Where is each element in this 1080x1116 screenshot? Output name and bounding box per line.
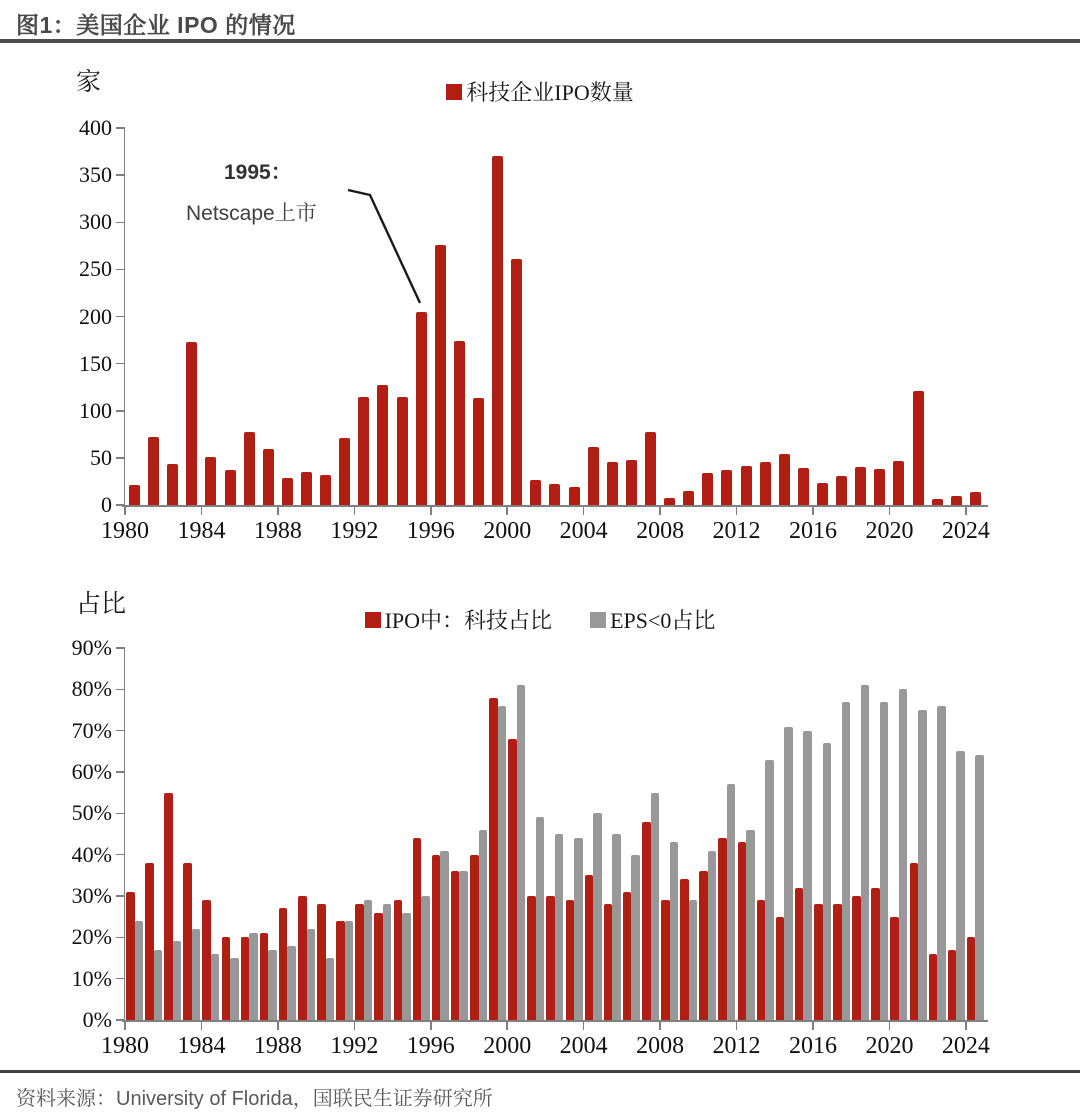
x-axis-tick-label: 1988 bbox=[253, 1033, 302, 1059]
bar-科技企业IPO数量-1987 bbox=[263, 449, 274, 505]
bar-IPO中：科技占比-2021 bbox=[910, 863, 919, 1020]
bar-IPO中：科技占比-2009 bbox=[680, 879, 689, 1020]
x-axis-tick bbox=[889, 507, 891, 515]
y-axis-tick bbox=[116, 978, 125, 980]
bar-IPO中：科技占比-2000 bbox=[508, 739, 517, 1020]
bar-EPS<0占比-2002 bbox=[555, 834, 564, 1020]
title-divider bbox=[0, 39, 1080, 43]
bar-EPS<0占比-2022 bbox=[937, 706, 946, 1020]
x-axis-tick bbox=[124, 1022, 126, 1030]
bar-EPS<0占比-2000 bbox=[517, 685, 526, 1020]
x-axis-tick-label: 1996 bbox=[406, 518, 455, 544]
bottom-chart-y-unit-label: 占比 bbox=[76, 591, 127, 618]
bar-科技企业IPO数量-1988 bbox=[282, 478, 293, 505]
x-axis-line bbox=[122, 1020, 988, 1022]
annotation-year-text: 1995： bbox=[224, 161, 292, 184]
x-axis-tick bbox=[430, 1022, 432, 1030]
bar-EPS<0占比-2015 bbox=[803, 731, 812, 1020]
x-axis-tick-label: 2020 bbox=[865, 518, 914, 544]
bar-IPO中：科技占比-1987 bbox=[260, 933, 269, 1020]
bar-科技企业IPO数量-2008 bbox=[664, 498, 675, 505]
bar-科技企业IPO数量-1981 bbox=[148, 437, 159, 505]
bar-科技企业IPO数量-2007 bbox=[645, 432, 656, 505]
y-axis-tick bbox=[116, 316, 125, 318]
bar-科技企业IPO数量-1990 bbox=[320, 475, 331, 505]
bar-IPO中：科技占比-1982 bbox=[164, 793, 173, 1020]
bar-EPS<0占比-1989 bbox=[307, 929, 316, 1020]
x-axis-tick-label: 1996 bbox=[406, 1033, 455, 1059]
x-axis-tick bbox=[354, 507, 356, 515]
bar-EPS<0占比-2024 bbox=[975, 755, 984, 1020]
bar-EPS<0占比-2019 bbox=[880, 702, 889, 1020]
legend-item-tech-ipo-count bbox=[446, 76, 633, 107]
bar-EPS<0占比-2009 bbox=[689, 900, 698, 1020]
bar-科技企业IPO数量-2000 bbox=[511, 259, 522, 505]
annotation-netscape-text: Netscape上市 bbox=[186, 202, 317, 225]
top-chart-y-unit-label: 家 bbox=[76, 69, 102, 96]
bar-科技企业IPO数量-2006 bbox=[626, 460, 637, 505]
y-axis-tick bbox=[116, 127, 125, 129]
x-axis-tick-label: 2024 bbox=[941, 518, 990, 544]
bar-IPO中：科技占比-2015 bbox=[795, 888, 804, 1020]
y-axis-tick-label: 90% bbox=[71, 635, 112, 660]
bar-EPS<0占比-2023 bbox=[956, 751, 965, 1020]
x-axis-tick-label: 2012 bbox=[712, 518, 761, 544]
bar-IPO中：科技占比-2004 bbox=[585, 875, 594, 1020]
x-axis-tick-label: 2020 bbox=[865, 1033, 914, 1059]
bar-IPO中：科技占比-1985 bbox=[222, 937, 231, 1020]
bar-IPO中：科技占比-1992 bbox=[355, 904, 364, 1020]
y-axis-tick-label: 20% bbox=[71, 924, 112, 950]
y-axis-tick-label: 70% bbox=[71, 717, 112, 743]
bar-EPS<0占比-2001 bbox=[536, 817, 545, 1020]
figure-title: 图1：美国企业 IPO 的情况 bbox=[16, 12, 296, 38]
x-axis-tick-label: 2008 bbox=[636, 1033, 685, 1059]
bar-EPS<0占比-2013 bbox=[765, 760, 774, 1020]
bar-EPS<0占比-1991 bbox=[345, 921, 354, 1020]
bar-IPO中：科技占比-1981 bbox=[145, 863, 154, 1020]
bar-IPO中：科技占比-1983 bbox=[183, 863, 192, 1020]
y-axis-tick-label: 50% bbox=[71, 800, 112, 826]
bar-EPS<0占比-1981 bbox=[154, 950, 163, 1020]
x-axis-tick-label: 1980 bbox=[101, 1033, 149, 1059]
x-axis-tick bbox=[430, 507, 432, 515]
x-axis-tick bbox=[506, 507, 508, 515]
y-axis-tick-label: 80% bbox=[71, 676, 112, 702]
bar-IPO中：科技占比-2002 bbox=[546, 896, 555, 1020]
x-axis-tick-label: 1992 bbox=[330, 518, 379, 544]
x-axis-tick bbox=[736, 507, 738, 515]
x-axis-tick bbox=[354, 1022, 356, 1030]
bar-IPO中：科技占比-1997 bbox=[451, 871, 460, 1020]
bar-IPO中：科技占比-1989 bbox=[298, 896, 307, 1020]
bar-IPO中：科技占比-1996 bbox=[432, 855, 441, 1020]
red-square-icon bbox=[446, 84, 462, 100]
legend-label: 科技企业IPO数量 bbox=[466, 80, 634, 105]
y-axis-tick bbox=[116, 410, 125, 412]
bar-EPS<0占比-1995 bbox=[421, 896, 430, 1020]
bar-EPS<0占比-1992 bbox=[364, 900, 373, 1020]
bar-科技企业IPO数量-1986 bbox=[244, 432, 255, 505]
y-axis-tick-label: 30% bbox=[71, 883, 112, 908]
y-axis-tick-label: 250 bbox=[79, 256, 112, 282]
annotation-callout-line bbox=[340, 183, 430, 311]
source-note: 资料来源：University of Florida，国联民生证券研究所 bbox=[16, 1088, 493, 1110]
y-axis-tick-label: 0% bbox=[82, 1007, 112, 1032]
x-axis-tick-label: 2016 bbox=[788, 1033, 837, 1059]
y-axis-tick bbox=[116, 937, 125, 939]
bar-科技企业IPO数量-2024 bbox=[970, 492, 981, 505]
y-axis-tick bbox=[116, 363, 125, 365]
bar-IPO中：科技占比-1991 bbox=[336, 921, 345, 1020]
x-axis-tick bbox=[965, 507, 967, 515]
source-divider bbox=[0, 1070, 1080, 1073]
x-axis-tick-label: 2016 bbox=[788, 518, 837, 544]
x-axis-line bbox=[122, 505, 988, 507]
y-axis-line bbox=[124, 648, 126, 1020]
y-axis-tick bbox=[116, 222, 125, 224]
y-axis-tick-label: 0 bbox=[101, 492, 112, 517]
y-axis-tick-label: 100 bbox=[79, 397, 112, 423]
bar-科技企业IPO数量-2012 bbox=[741, 466, 752, 505]
bar-IPO中：科技占比-2014 bbox=[776, 917, 785, 1020]
y-axis-tick-label: 10% bbox=[71, 965, 112, 991]
legend-item-negative-eps-share bbox=[590, 604, 715, 635]
bar-IPO中：科技占比-2016 bbox=[814, 904, 823, 1020]
bar-EPS<0占比-1987 bbox=[268, 950, 277, 1020]
bar-EPS<0占比-1984 bbox=[211, 954, 220, 1020]
bar-IPO中：科技占比-1998 bbox=[470, 855, 479, 1020]
bar-EPS<0占比-1999 bbox=[498, 706, 507, 1020]
y-axis-tick-label: 300 bbox=[79, 209, 112, 235]
y-axis-tick bbox=[116, 771, 125, 773]
bar-IPO中：科技占比-2007 bbox=[642, 822, 651, 1020]
bar-EPS<0占比-1998 bbox=[479, 830, 488, 1020]
bar-科技企业IPO数量-1997 bbox=[454, 341, 465, 505]
bar-科技企业IPO数量-2022 bbox=[932, 499, 943, 505]
y-axis-tick bbox=[116, 813, 125, 815]
x-axis-tick bbox=[659, 507, 661, 515]
bar-科技企业IPO数量-2004 bbox=[588, 447, 599, 505]
bar-科技企业IPO数量-1994 bbox=[397, 397, 408, 505]
y-axis-tick-label: 400 bbox=[79, 115, 112, 140]
bar-EPS<0占比-2011 bbox=[727, 784, 736, 1020]
bar-EPS<0占比-2003 bbox=[574, 838, 583, 1020]
bar-EPS<0占比-2012 bbox=[746, 830, 755, 1020]
bar-EPS<0占比-2008 bbox=[670, 842, 679, 1020]
bar-科技企业IPO数量-1985 bbox=[225, 470, 236, 505]
bar-IPO中：科技占比-1995 bbox=[413, 838, 422, 1020]
bar-科技企业IPO数量-2017 bbox=[836, 476, 847, 505]
x-axis-tick bbox=[201, 1022, 203, 1030]
x-axis-tick bbox=[736, 1022, 738, 1030]
y-axis-tick bbox=[116, 269, 125, 271]
x-axis-tick-label: 2004 bbox=[559, 1033, 608, 1059]
bar-科技企业IPO数量-2009 bbox=[683, 491, 694, 505]
x-axis-tick bbox=[812, 507, 814, 515]
bar-IPO中：科技占比-1984 bbox=[202, 900, 211, 1020]
bar-科技企业IPO数量-2002 bbox=[549, 484, 560, 505]
bar-科技企业IPO数量-2010 bbox=[702, 473, 713, 505]
bar-EPS<0占比-1986 bbox=[249, 933, 258, 1020]
bar-科技企业IPO数量-2013 bbox=[760, 462, 771, 505]
bar-IPO中：科技占比-2020 bbox=[890, 917, 899, 1020]
bar-EPS<0占比-2010 bbox=[708, 851, 717, 1020]
y-axis-tick bbox=[116, 895, 125, 897]
y-axis-tick-label: 60% bbox=[71, 759, 112, 784]
bar-EPS<0占比-2006 bbox=[631, 855, 640, 1020]
bar-科技企业IPO数量-1980 bbox=[129, 485, 140, 505]
y-axis-tick-label: 350 bbox=[79, 162, 112, 188]
x-axis-tick-label: 1988 bbox=[253, 518, 302, 544]
bar-EPS<0占比-2014 bbox=[784, 727, 793, 1020]
x-axis-tick-label: 1992 bbox=[330, 1033, 379, 1059]
bar-科技企业IPO数量-2023 bbox=[951, 496, 962, 505]
bar-科技企业IPO数量-2018 bbox=[855, 467, 866, 505]
bar-科技企业IPO数量-2020 bbox=[893, 461, 904, 505]
y-axis-tick-label: 200 bbox=[79, 303, 112, 329]
bottom-chart-legend bbox=[0, 604, 1080, 635]
y-axis-tick-label: 40% bbox=[71, 841, 112, 867]
bar-IPO中：科技占比-2003 bbox=[566, 900, 575, 1020]
bar-科技企业IPO数量-2019 bbox=[874, 469, 885, 505]
bar-科技企业IPO数量-1991 bbox=[339, 438, 350, 505]
bar-EPS<0占比-2020 bbox=[899, 689, 908, 1020]
x-axis-tick-label: 2008 bbox=[636, 518, 685, 544]
bar-科技企业IPO数量-1992 bbox=[358, 397, 369, 505]
bar-IPO中：科技占比-2022 bbox=[929, 954, 938, 1020]
bar-科技企业IPO数量-1984 bbox=[205, 457, 216, 505]
x-axis-tick bbox=[277, 1022, 279, 1030]
bar-IPO中：科技占比-2011 bbox=[718, 838, 727, 1020]
legend-label: EPS<0占比 bbox=[610, 608, 716, 633]
bar-IPO中：科技占比-2005 bbox=[604, 904, 613, 1020]
bar-科技企业IPO数量-1996 bbox=[435, 245, 446, 505]
x-axis-tick-label: 2000 bbox=[483, 1033, 532, 1059]
bar-IPO中：科技占比-1993 bbox=[374, 913, 383, 1020]
bar-IPO中：科技占比-2001 bbox=[527, 896, 536, 1020]
bar-IPO中：科技占比-2023 bbox=[948, 950, 957, 1020]
bar-IPO中：科技占比-2013 bbox=[757, 900, 766, 1020]
x-axis-tick bbox=[201, 507, 203, 515]
bar-IPO中：科技占比-1999 bbox=[489, 698, 498, 1020]
bar-IPO中：科技占比-2012 bbox=[738, 842, 747, 1020]
bar-IPO中：科技占比-1990 bbox=[317, 904, 326, 1020]
bar-IPO中：科技占比-2010 bbox=[699, 871, 708, 1020]
bar-科技企业IPO数量-2005 bbox=[607, 462, 618, 505]
bar-EPS<0占比-1985 bbox=[230, 958, 239, 1020]
red-square-icon bbox=[365, 612, 381, 628]
legend-label: IPO中：科技占比 bbox=[384, 608, 553, 633]
bar-EPS<0占比-1990 bbox=[326, 958, 335, 1020]
x-axis-tick-label: 2004 bbox=[559, 518, 608, 544]
bar-EPS<0占比-1983 bbox=[192, 929, 201, 1020]
legend-item-tech-share bbox=[365, 604, 552, 635]
bar-EPS<0占比-2017 bbox=[842, 702, 851, 1020]
bar-IPO中：科技占比-2019 bbox=[871, 888, 880, 1020]
x-axis-tick bbox=[583, 507, 585, 515]
bar-EPS<0占比-1980 bbox=[135, 921, 144, 1020]
bar-IPO中：科技占比-1980 bbox=[126, 892, 135, 1020]
bar-IPO中：科技占比-1994 bbox=[394, 900, 403, 1020]
y-axis-tick bbox=[116, 647, 125, 649]
bar-科技企业IPO数量-1989 bbox=[301, 472, 312, 505]
x-axis-tick-label: 1980 bbox=[101, 518, 149, 544]
bar-IPO中：科技占比-2017 bbox=[833, 904, 842, 1020]
gray-square-icon bbox=[590, 612, 606, 628]
y-axis-tick bbox=[116, 854, 125, 856]
bar-科技企业IPO数量-1995 bbox=[416, 312, 427, 505]
bar-IPO中：科技占比-2006 bbox=[623, 892, 632, 1020]
bar-IPO中：科技占比-1986 bbox=[241, 937, 250, 1020]
x-axis-tick-label: 1984 bbox=[177, 518, 226, 544]
bar-科技企业IPO数量-1982 bbox=[167, 464, 178, 505]
bar-EPS<0占比-1988 bbox=[287, 946, 296, 1020]
x-axis-tick bbox=[124, 507, 126, 515]
bar-EPS<0占比-2016 bbox=[823, 743, 832, 1020]
x-axis-tick-label: 2012 bbox=[712, 1033, 761, 1059]
bar-IPO中：科技占比-2008 bbox=[661, 900, 670, 1020]
bar-科技企业IPO数量-1999 bbox=[492, 156, 503, 505]
bar-IPO中：科技占比-1988 bbox=[279, 908, 288, 1020]
bar-IPO中：科技占比-2024 bbox=[967, 937, 976, 1020]
bar-科技企业IPO数量-2011 bbox=[721, 470, 732, 505]
bar-科技企业IPO数量-1993 bbox=[377, 385, 388, 505]
x-axis-tick bbox=[583, 1022, 585, 1030]
bar-科技企业IPO数量-2016 bbox=[817, 483, 828, 505]
y-axis-tick bbox=[116, 174, 125, 176]
x-axis-tick bbox=[659, 1022, 661, 1030]
bar-科技企业IPO数量-1983 bbox=[186, 342, 197, 505]
top-chart-legend bbox=[0, 76, 1080, 107]
bar-科技企业IPO数量-2001 bbox=[530, 480, 541, 505]
x-axis-tick bbox=[965, 1022, 967, 1030]
bar-EPS<0占比-1997 bbox=[459, 871, 468, 1020]
bar-EPS<0占比-1996 bbox=[440, 851, 449, 1020]
x-axis-tick-label: 1984 bbox=[177, 1033, 226, 1059]
bar-EPS<0占比-1993 bbox=[383, 904, 392, 1020]
bar-EPS<0占比-2007 bbox=[651, 793, 660, 1020]
bar-科技企业IPO数量-2014 bbox=[779, 454, 790, 505]
x-axis-tick-label: 2024 bbox=[941, 1033, 990, 1059]
y-axis-tick-label: 150 bbox=[79, 350, 112, 376]
bar-EPS<0占比-2018 bbox=[861, 685, 870, 1020]
bar-EPS<0占比-1982 bbox=[173, 941, 182, 1020]
bar-科技企业IPO数量-2021 bbox=[913, 391, 924, 505]
bar-EPS<0占比-1994 bbox=[402, 913, 411, 1020]
x-axis-tick bbox=[506, 1022, 508, 1030]
y-axis-tick bbox=[116, 730, 125, 732]
x-axis-tick bbox=[812, 1022, 814, 1030]
bar-科技企业IPO数量-1998 bbox=[473, 398, 484, 505]
x-axis-tick bbox=[277, 507, 279, 515]
bar-EPS<0占比-2021 bbox=[918, 710, 927, 1020]
bar-EPS<0占比-2004 bbox=[593, 813, 602, 1020]
bar-科技企业IPO数量-2003 bbox=[569, 487, 580, 505]
x-axis-tick bbox=[889, 1022, 891, 1030]
y-axis-tick-label: 50 bbox=[90, 444, 112, 470]
bar-IPO中：科技占比-2018 bbox=[852, 896, 861, 1020]
bar-EPS<0占比-2005 bbox=[612, 834, 621, 1020]
y-axis-tick bbox=[116, 457, 125, 459]
x-axis-tick-label: 2000 bbox=[483, 518, 532, 544]
y-axis-tick bbox=[116, 689, 125, 691]
bar-科技企业IPO数量-2015 bbox=[798, 468, 809, 505]
